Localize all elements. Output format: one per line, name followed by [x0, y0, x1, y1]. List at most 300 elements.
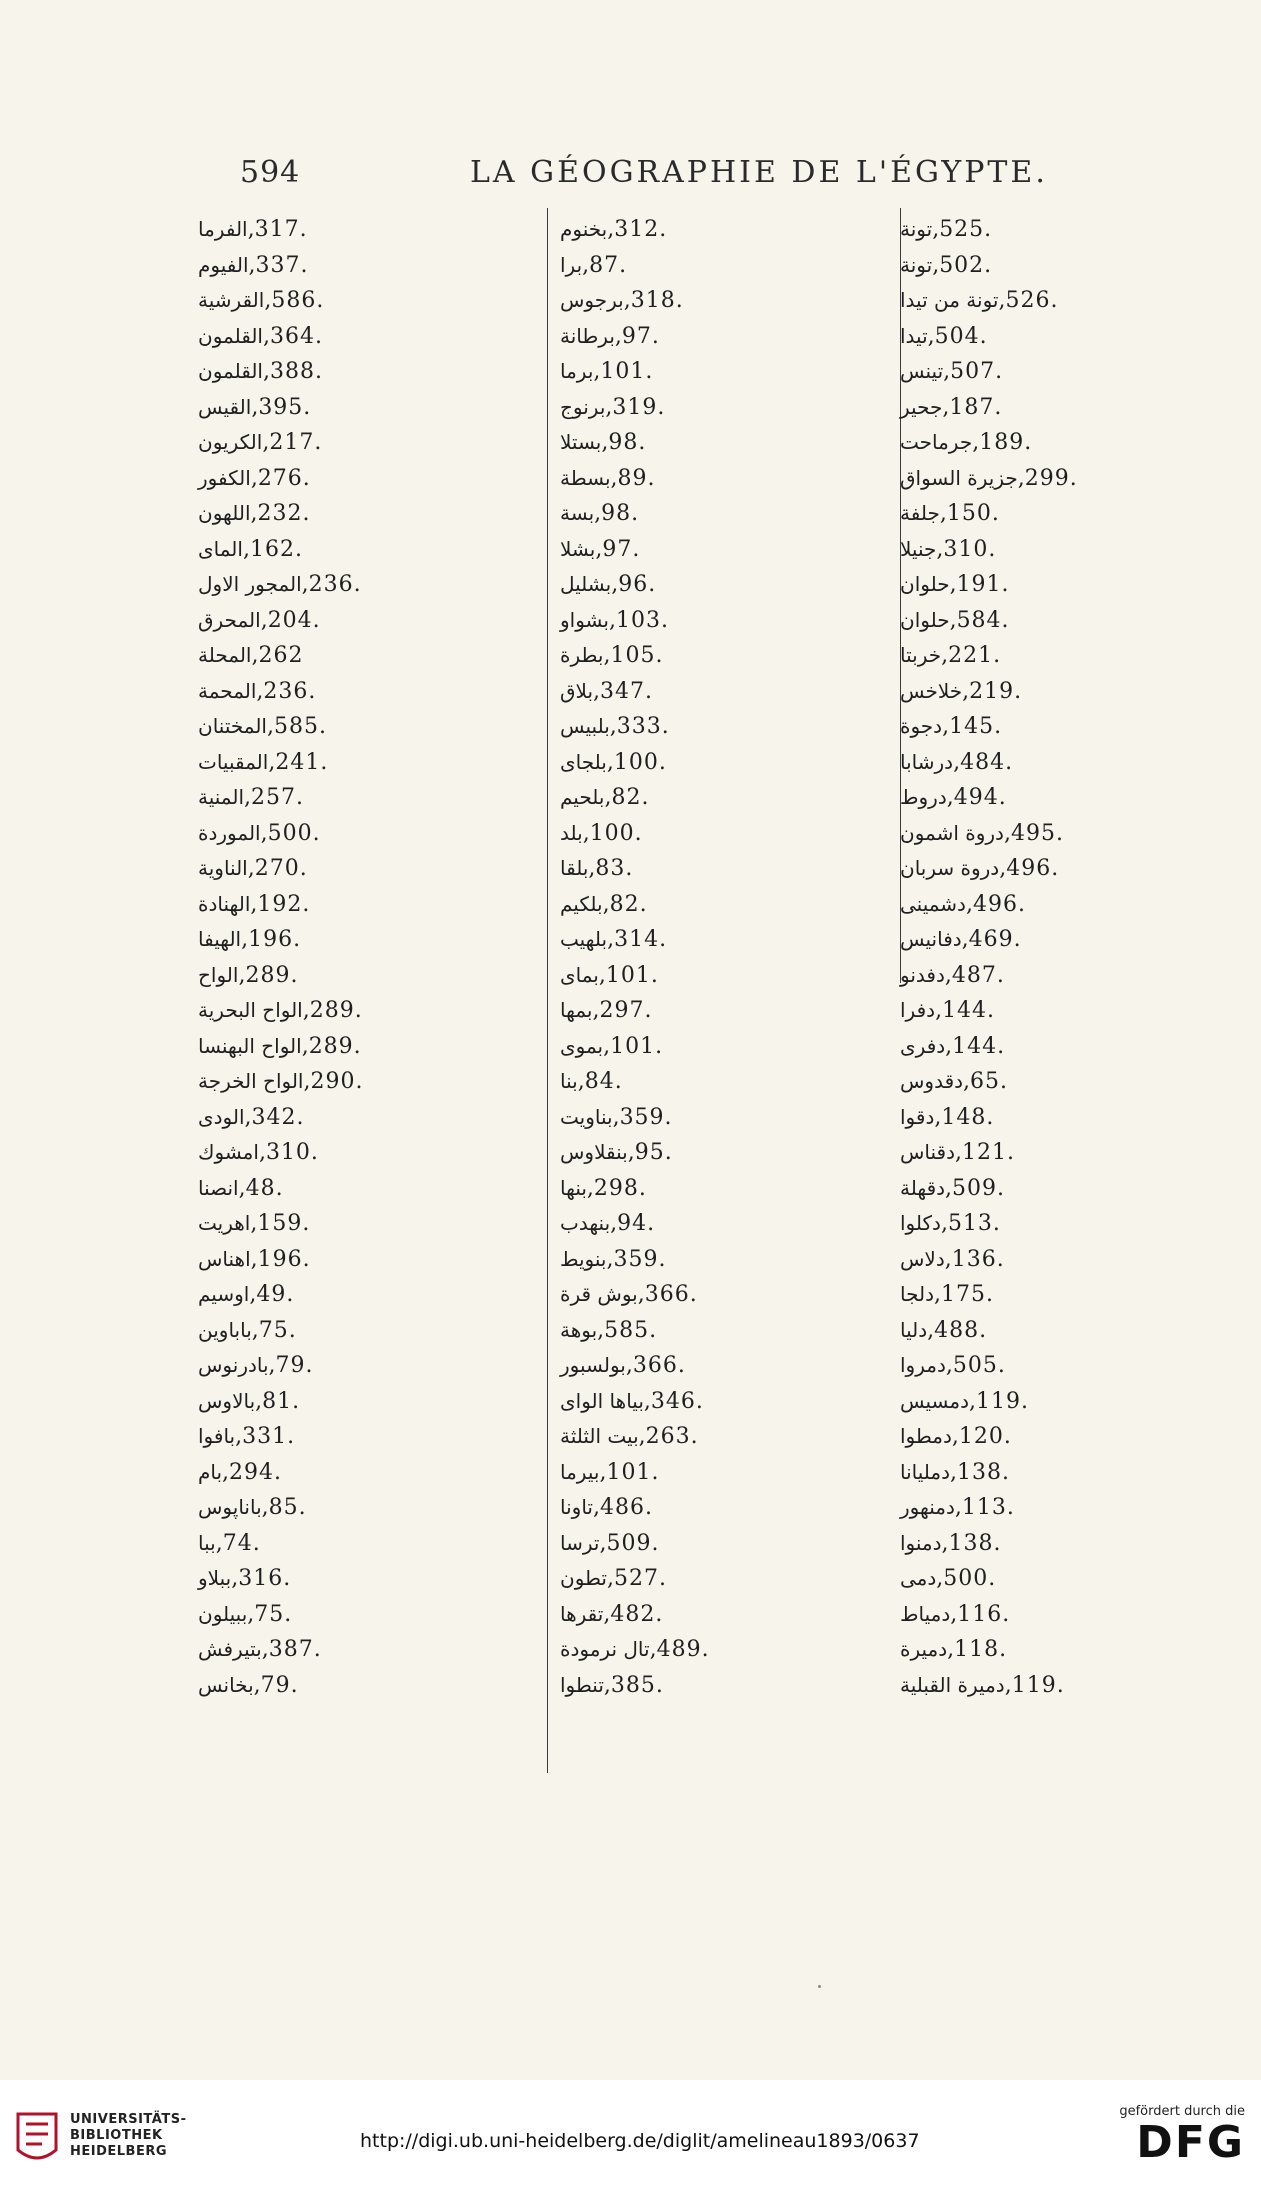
place-name-arabic: دمروا [900, 1353, 946, 1377]
page-reference: 236. [308, 572, 362, 597]
entry-separator: , [260, 820, 268, 846]
entry-separator: , [606, 749, 614, 775]
index-entry [900, 1597, 1190, 1633]
page-reference: 342. [251, 1104, 305, 1130]
page-reference: 85. [268, 1495, 307, 1520]
place-name-arabic: المحرق [198, 607, 261, 632]
place-name-arabic: امشوك [198, 1140, 259, 1164]
entry-separator: , [262, 430, 270, 455]
index-entry [560, 851, 890, 887]
page-reference: 509. [952, 1175, 1006, 1201]
entry-separator: , [599, 1459, 607, 1485]
entry-separator: , [261, 1637, 269, 1662]
index-entry [900, 1348, 1190, 1384]
entry-separator: , [1004, 1672, 1012, 1698]
index-entry [198, 1384, 528, 1420]
index-entry [198, 638, 528, 674]
entry-separator: , [301, 1033, 309, 1059]
index-entry [900, 1171, 1190, 1207]
index-entry [560, 993, 890, 1029]
index-entry [198, 1064, 528, 1100]
entry-separator: , [599, 1530, 607, 1556]
index-entry [900, 1561, 1190, 1597]
page-reference: 495. [1010, 820, 1064, 846]
entry-separator: , [601, 430, 609, 455]
entry-separator: , [602, 891, 610, 917]
page-reference: 144. [952, 1033, 1006, 1059]
entry-separator: , [605, 394, 613, 420]
index-entry [560, 1064, 890, 1100]
index-entry [560, 1313, 890, 1349]
entry-separator: , [253, 1672, 261, 1698]
page-reference: 366. [632, 1353, 686, 1378]
index-entry [900, 1313, 1190, 1349]
index-entry [560, 603, 890, 639]
index-entry [900, 851, 1190, 887]
index-entry [560, 1384, 890, 1420]
place-name-arabic: بلهيب [560, 927, 608, 951]
page-reference: 150. [946, 501, 1000, 526]
page-reference: 81. [262, 1388, 301, 1414]
place-name-arabic: القيس [198, 394, 252, 419]
index-entry [560, 390, 890, 426]
index-entry [900, 780, 1190, 816]
place-name-arabic: دشمينى [900, 891, 966, 916]
entry-separator: , [627, 1140, 635, 1165]
place-name-arabic: دقدوس [900, 1069, 964, 1093]
entry-separator: , [592, 1495, 600, 1520]
place-name-arabic: المختنان [198, 714, 267, 738]
index-entry [198, 425, 528, 461]
column-divider [547, 208, 548, 1773]
index-entry [900, 1100, 1190, 1136]
entry-separator: , [251, 1317, 259, 1343]
page-reference: 290. [310, 1069, 364, 1094]
place-name-arabic: دجوة [900, 714, 943, 738]
index-column-3 [900, 212, 1190, 1772]
entry-separator: , [603, 1033, 611, 1059]
place-name-arabic: الماى [198, 536, 243, 561]
place-name-arabic: بلحيم [560, 785, 605, 809]
index-entry [198, 496, 528, 532]
place-name-arabic: الواح البهنسا [198, 1033, 302, 1058]
index-entry [198, 745, 528, 781]
entry-separator: , [303, 1069, 311, 1094]
index-entry [198, 1313, 528, 1349]
index-entry [900, 1277, 1190, 1313]
page-reference: 289. [245, 962, 299, 988]
entry-separator: , [222, 1459, 230, 1485]
index-entry [900, 745, 1190, 781]
entry-separator: , [604, 785, 612, 810]
place-name-arabic: بولسبور [560, 1353, 626, 1377]
index-entry [900, 993, 1190, 1029]
index-entry [900, 390, 1190, 426]
page-reference: 144. [942, 998, 996, 1023]
entry-separator: , [241, 927, 249, 952]
entry-separator: , [610, 465, 618, 491]
entry-separator: , [945, 1033, 953, 1059]
place-name-arabic: جزيرة السواق [900, 465, 1018, 490]
place-name-arabic: دقناس [900, 1140, 956, 1164]
entry-separator: , [950, 1601, 958, 1627]
place-name-arabic: الكريون [198, 430, 263, 454]
place-name-arabic: القرشية [198, 288, 265, 312]
place-name-arabic: بالاوس [198, 1388, 256, 1413]
index-entry [900, 709, 1190, 745]
entry-separator: , [235, 1424, 243, 1449]
place-name-arabic: تنطوا [560, 1672, 604, 1697]
index-entry [198, 780, 528, 816]
place-name-arabic: دليا [900, 1317, 928, 1342]
page-speck [818, 1985, 821, 1988]
place-name-arabic: بام [198, 1459, 223, 1484]
place-name-arabic: دفانيس [900, 927, 962, 951]
entry-separator: , [582, 252, 590, 278]
entry-separator: , [268, 1353, 276, 1378]
page-reference: 316. [238, 1566, 292, 1591]
page-number: 594 [240, 155, 301, 190]
place-name-arabic: الفرما [198, 217, 248, 241]
page-reference: 504. [934, 323, 988, 349]
page-reference: 103. [615, 607, 669, 633]
place-name-arabic: دفدنو [900, 962, 945, 987]
index-entry [198, 816, 528, 852]
page-reference: 204. [267, 607, 321, 633]
page-reference: 505. [952, 1353, 1006, 1378]
place-name-arabic: بيت الثلثة [560, 1424, 639, 1448]
page-reference: 94. [617, 1211, 656, 1236]
index-entry [560, 1419, 890, 1455]
page-reference: 189. [979, 430, 1033, 455]
place-name-arabic: بنويط [560, 1246, 607, 1271]
place-name-arabic: المقبيات [198, 749, 269, 774]
entry-separator: , [610, 1211, 618, 1236]
place-name-arabic: بيرما [560, 1459, 600, 1484]
index-entry [900, 283, 1190, 319]
place-name-arabic: الموردة [198, 820, 261, 845]
entry-separator: , [932, 217, 940, 242]
index-entry [900, 1526, 1190, 1562]
entry-separator: , [643, 1388, 651, 1414]
page-reference: 289. [309, 998, 363, 1023]
place-name-arabic: دلجا [900, 1282, 935, 1306]
entry-separator: , [249, 1282, 257, 1307]
entry-separator: , [940, 1211, 948, 1236]
index-entry [198, 1632, 528, 1668]
entry-separator: , [998, 288, 1006, 313]
index-entry [900, 816, 1190, 852]
entry-separator: , [607, 1566, 614, 1591]
place-name-arabic: بشليل [560, 572, 612, 596]
page-reference: 385. [610, 1672, 664, 1698]
index-entry [198, 1526, 528, 1562]
place-name-arabic: اهريت [198, 1211, 251, 1235]
index-entry [198, 1597, 528, 1633]
index-entry [900, 603, 1190, 639]
entry-separator: , [943, 359, 951, 384]
place-name-arabic: بناويت [560, 1104, 613, 1129]
entry-separator: , [935, 998, 943, 1023]
place-name-arabic: بتيرفش [198, 1637, 262, 1661]
index-entry [560, 212, 890, 248]
place-name-arabic: بنا [560, 1069, 578, 1093]
page-reference: 82. [609, 891, 648, 917]
entry-separator: , [942, 394, 950, 420]
index-entry [560, 1632, 890, 1668]
place-name-arabic: بلجاى [560, 749, 607, 774]
entry-separator: , [927, 323, 935, 349]
page-reference: 116. [957, 1601, 1011, 1627]
page-reference: 337. [255, 252, 309, 278]
page-reference: 310. [943, 536, 997, 562]
page-reference: 48. [245, 1175, 284, 1201]
page-reference: 84. [584, 1069, 623, 1094]
index-entry [900, 461, 1190, 497]
place-name-arabic: دفرا [900, 998, 936, 1022]
page-reference: 526. [1005, 288, 1059, 313]
page-reference: 191. [956, 572, 1010, 597]
entry-separator: , [593, 359, 601, 384]
index-entry [900, 425, 1190, 461]
index-entry [198, 1277, 528, 1313]
institution-line: UNIVERSITÄTS- [70, 2112, 187, 2127]
place-name-arabic: دلاس [900, 1246, 945, 1271]
entry-separator: , [961, 927, 969, 952]
entry-separator: , [588, 856, 596, 881]
place-name-arabic: اهناس [198, 1246, 251, 1271]
page-reference: 395. [258, 394, 312, 420]
entry-separator: , [934, 1282, 942, 1307]
entry-separator: , [965, 891, 973, 917]
place-name-arabic: الكفور [198, 465, 251, 490]
page-reference: 482. [610, 1601, 664, 1627]
place-name-arabic: الهيفا [198, 927, 242, 951]
index-entry [560, 461, 890, 497]
index-entry [560, 1490, 890, 1526]
page-reference: 138. [957, 1459, 1011, 1485]
index-entry [900, 354, 1190, 390]
page-reference: 294. [229, 1459, 283, 1485]
place-name-arabic: الناوية [198, 856, 248, 880]
index-entry [900, 248, 1190, 284]
index-entry [198, 1171, 528, 1207]
entry-separator: , [951, 1424, 959, 1449]
page-reference: 118. [954, 1637, 1008, 1662]
index-entry [560, 1348, 890, 1384]
place-name-arabic: دميرة [900, 1637, 948, 1661]
page-reference: 486. [599, 1495, 653, 1520]
place-name-arabic: دمى [900, 1566, 937, 1590]
page-reference: 333. [616, 714, 670, 739]
index-entry [560, 1277, 890, 1313]
entry-separator: , [592, 998, 600, 1023]
index-entry [900, 1029, 1190, 1065]
index-entry [198, 1135, 528, 1171]
entry-separator: , [250, 465, 258, 491]
page-reference: 74. [222, 1530, 261, 1556]
place-name-arabic: القلمون [198, 359, 263, 383]
index-entry [198, 532, 528, 568]
entry-separator: , [255, 1388, 263, 1414]
entry-separator: , [606, 1246, 614, 1272]
institution-name [70, 2112, 186, 2160]
index-entry [560, 1029, 890, 1065]
place-name-arabic: حلوان [900, 607, 950, 632]
entry-separator: , [250, 501, 258, 526]
entry-separator: , [625, 1353, 633, 1378]
page-reference: 527. [614, 1566, 667, 1591]
entry-separator: , [945, 1175, 953, 1201]
page-reference: 83. [595, 856, 634, 881]
page-reference: 359. [619, 1104, 673, 1130]
page-reference: 318. [630, 288, 684, 313]
index-entry [560, 1597, 890, 1633]
page-reference: 119. [976, 1388, 1029, 1414]
entry-separator: , [302, 998, 310, 1023]
place-name-arabic: تينس [900, 359, 944, 383]
place-name-arabic: دمطوا [900, 1424, 952, 1448]
place-name-arabic: بلبيس [560, 714, 610, 738]
index-entry [198, 1242, 528, 1278]
place-name-arabic: برطانة [560, 323, 615, 348]
index-entry [560, 567, 890, 603]
university-library-logo-icon [12, 2110, 62, 2166]
index-column-1 [198, 212, 528, 1772]
entry-separator: , [247, 1601, 255, 1627]
index-entry [900, 638, 1190, 674]
place-name-arabic: تيدا [900, 323, 928, 348]
place-name-arabic: ببا [198, 1530, 216, 1555]
index-entry [900, 1419, 1190, 1455]
place-name-arabic: برنوج [560, 394, 606, 419]
page-reference: 217. [269, 430, 323, 455]
dfg-logo: DFG [1136, 2117, 1245, 2168]
place-name-arabic: تونة من تيدا [900, 288, 999, 312]
entry-separator: , [247, 856, 255, 881]
index-entry [560, 816, 890, 852]
entry-separator: , [941, 1530, 949, 1556]
page-reference: 314. [614, 927, 668, 952]
entry-separator: , [941, 643, 949, 668]
place-name-arabic: بموى [560, 1033, 604, 1058]
index-entry [198, 993, 528, 1029]
index-entry [560, 745, 890, 781]
entry-separator: , [934, 1104, 942, 1130]
place-name-arabic: ببلاو [198, 1566, 232, 1590]
place-name-arabic: بشلا [560, 536, 596, 561]
page-reference: 257. [251, 785, 304, 810]
entry-separator: , [256, 678, 264, 704]
page-reference: 359. [613, 1246, 667, 1272]
page-reference: 509. [606, 1530, 660, 1556]
place-name-arabic: بسطة [560, 465, 611, 490]
entry-separator: , [244, 1104, 252, 1130]
index-entry [198, 603, 528, 639]
index-entry [560, 496, 890, 532]
index-entry [560, 780, 890, 816]
entry-separator: , [262, 359, 270, 384]
index-entry [900, 1632, 1190, 1668]
entry-separator: , [215, 1530, 223, 1556]
place-name-arabic: المنية [198, 785, 245, 809]
place-name-arabic: دكلوا [900, 1211, 941, 1235]
page-reference: 317. [254, 217, 308, 242]
sponsor-label: gefördert durch die [1119, 2104, 1245, 2119]
page-reference: 331. [242, 1424, 296, 1449]
permalink[interactable]: http://digi.ub.uni-heidelberg.de/diglit/amelineau1893/0637 [360, 2130, 920, 2152]
entry-separator: , [603, 643, 611, 668]
place-name-arabic: بشواو [560, 607, 609, 632]
page-reference: 500. [943, 1566, 997, 1591]
place-name-arabic: بلقا [560, 856, 589, 880]
entry-separator: , [1017, 465, 1025, 491]
index-entry [900, 1455, 1190, 1491]
entry-separator: , [954, 1495, 962, 1520]
page-reference: 312. [614, 217, 668, 242]
page-reference: 487. [951, 962, 1005, 988]
page-reference: 500. [267, 820, 321, 846]
entry-separator: , [955, 1140, 963, 1165]
entry-separator: , [301, 572, 309, 597]
index-entry [198, 1490, 528, 1526]
entry-separator: , [949, 607, 957, 633]
place-name-arabic: جحير [900, 394, 943, 419]
place-name-arabic: تطون [560, 1566, 607, 1590]
entry-separator: , [250, 1211, 258, 1236]
page-reference: 101. [600, 359, 654, 384]
entry-separator: , [950, 1459, 958, 1485]
page-reference: 496. [1006, 856, 1060, 881]
entry-separator: , [939, 501, 947, 526]
index-entry [900, 922, 1190, 958]
entry-separator: , [1003, 820, 1011, 846]
index-entry [560, 425, 890, 461]
page-reference: 101. [610, 1033, 664, 1059]
place-name-arabic: جنيلا [900, 536, 937, 561]
place-name-arabic: بسة [560, 501, 595, 525]
page-reference: 388. [269, 359, 323, 384]
page-reference: 75. [254, 1601, 293, 1627]
index-entry [198, 851, 528, 887]
page-reference: 513. [947, 1211, 1001, 1236]
page-reference: 297. [599, 998, 653, 1023]
index-entry [198, 567, 528, 603]
place-name-arabic: بنهدب [560, 1211, 611, 1235]
entry-separator: , [250, 891, 258, 917]
index-entry [198, 674, 528, 710]
place-name-arabic: الواح البحرية [198, 998, 303, 1022]
page-reference: 136. [951, 1246, 1005, 1272]
place-name-arabic: بطرة [560, 643, 604, 667]
entry-separator: , [623, 288, 631, 313]
index-entry [900, 212, 1190, 248]
page-reference: 145. [949, 714, 1003, 739]
index-entry [900, 319, 1190, 355]
entry-separator: , [603, 1672, 611, 1698]
place-name-arabic: جلفة [900, 501, 940, 525]
place-name-arabic: تقرها [560, 1601, 604, 1626]
place-name-arabic: بلكيم [560, 891, 603, 916]
place-name-arabic: اوسيم [198, 1282, 250, 1306]
index-entry [198, 354, 528, 390]
index-entry [560, 532, 890, 568]
index-entry [560, 1100, 890, 1136]
place-name-arabic: دقوا [900, 1104, 935, 1129]
index-entry [560, 283, 890, 319]
page-reference: 105. [610, 643, 664, 668]
entry-separator: , [238, 1175, 246, 1201]
